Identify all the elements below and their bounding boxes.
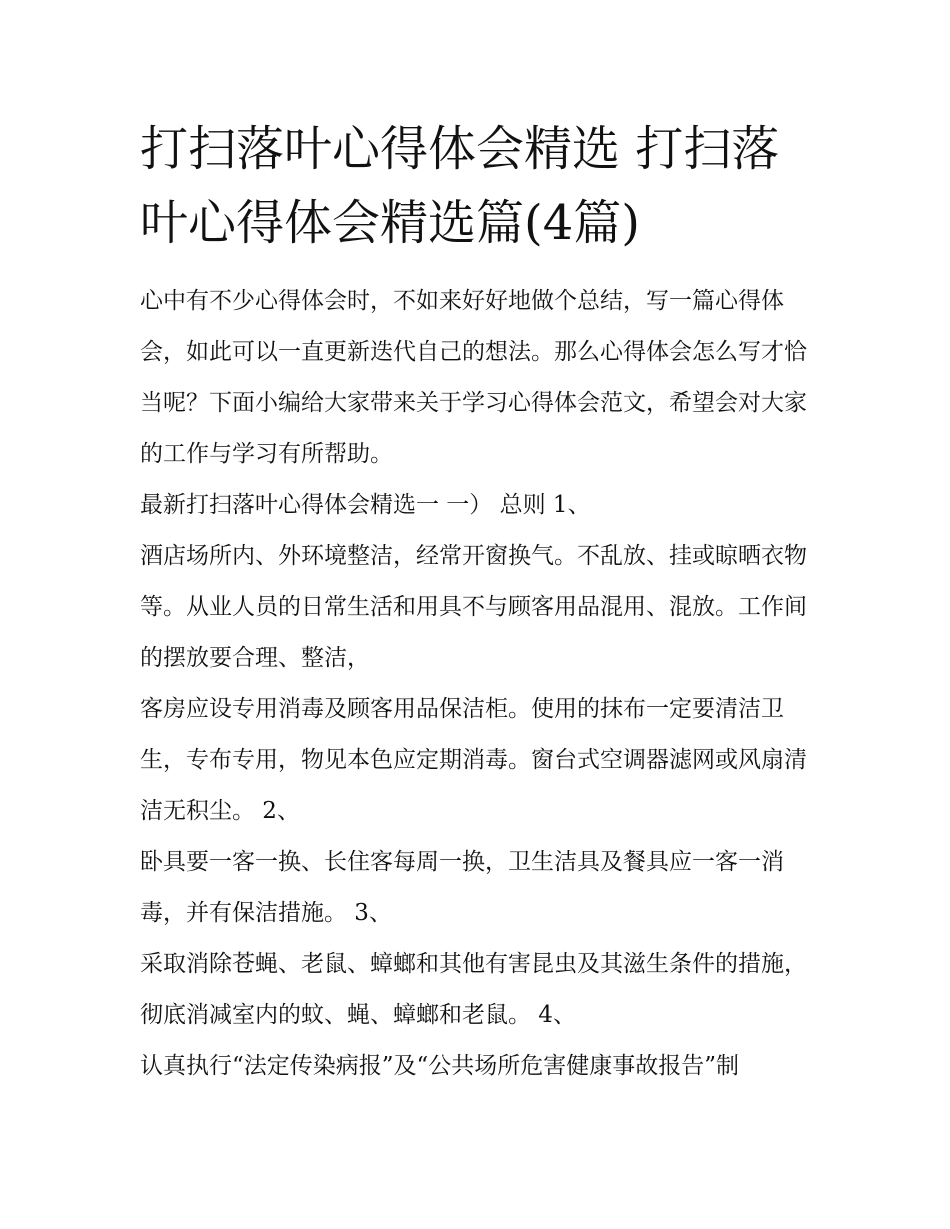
paragraph-item-5: 认真执行“法定传染病报”及“公共场所危害健康事故报告”制 xyxy=(140,1053,740,1079)
paragraph-item-3: 卧具要一客一换、长住客每周一换，卫生洁具及餐具应一客一消毒，并有保洁措施。 3、 xyxy=(140,849,784,926)
paragraph-item-2: 客房应设专用消毒及顾客用品保洁柜。使用的抹布一定要清洁卫生，专布专用，物见本色应定期消毒。窗台式空调器滤网或风扇清洁无积尘。 2、 xyxy=(140,696,807,824)
paragraph-intro: 心中有不少心得体会时，不如来好好地做个总结，写一篇心得体会，如此可以一直更新迭代自己的想法。那么心得体会怎么写才恰当呢？下面小编给大家带来关于学习心得体会范文，希望会对大家的工作与学习有所帮助。 xyxy=(140,288,807,467)
document-title: 打扫落叶心得体会精选 打扫落叶心得体会精选篇(4篇) xyxy=(140,121,780,251)
document-body xyxy=(140,276,812,1092)
paragraph-item-1: 酒店场所内、外环境整洁，经常开窗换气。不乱放、挂或晾晒衣物等。从业人员的日常生活和用具不与顾客用品混用、混放。工作间的摆放要合理、整洁， xyxy=(140,543,807,671)
paragraph-section-heading: 最新打扫落叶心得体会精选一 一） 总则 1、 xyxy=(140,492,591,518)
paragraph-item-4: 采取消除苍蝇、老鼠、蟑螂和其他有害昆虫及其滋生条件的措施，彻底消减室内的蚊、蝇、蟑螂和老鼠。 4、 xyxy=(140,951,807,1028)
